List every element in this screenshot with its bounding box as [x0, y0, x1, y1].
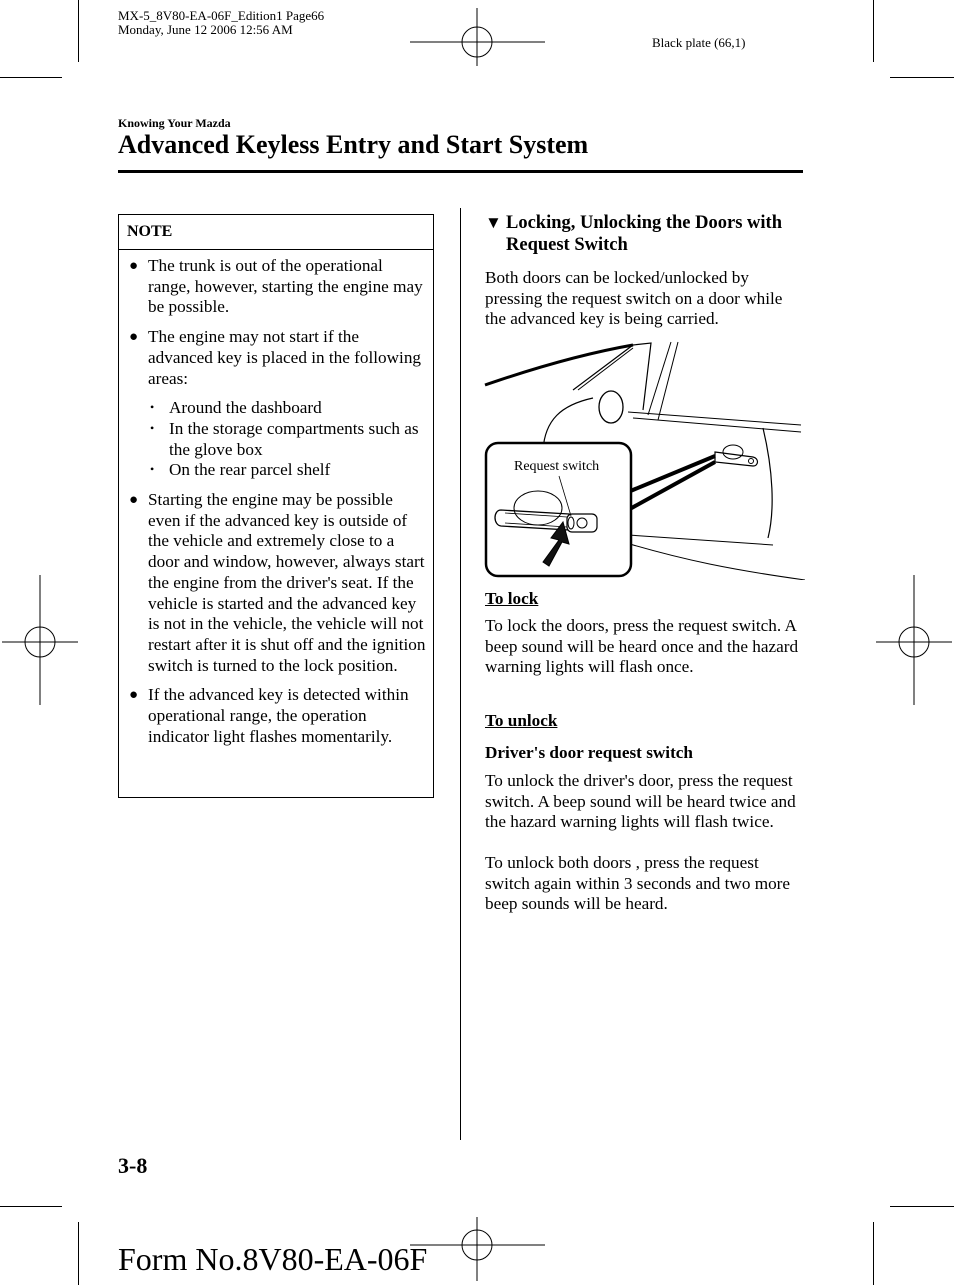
section-heading: ▼ Locking, Unlocking the Doors with Request Switch: [485, 213, 782, 255]
page-title: Advanced Keyless Entry and Start System: [118, 130, 589, 159]
registration-target-top: [410, 0, 545, 70]
intro-paragraph: Both doors can be locked/unlocked by pressing the request switch on a door while the advanced key is being carried.: [485, 268, 783, 329]
plate-label: Black plate (66,1): [652, 35, 746, 50]
lock-paragraph: To lock the doors, press the request switch. A beep sound will be heard once and the hazard warning lights will flash once.: [485, 616, 799, 677]
figure-label: Request switch: [514, 459, 600, 474]
bullet-icon: ●: [129, 258, 139, 274]
unlock-paragraph-1: To unlock the driver's door, press the request switch. A beep sound will be heard twice and the hazard warning lights will flash twice.: [485, 771, 796, 832]
bullet-icon: ●: [129, 492, 139, 509]
title-rule: [118, 170, 803, 173]
registration-target-right: [874, 575, 954, 710]
print-file-line: MX-5_8V80-EA-06F_Edition1 Page66: [118, 8, 325, 23]
note-item: ● If the advanced key is detected within operational range, the operation indicator light flashes momentarily.: [129, 685, 409, 746]
lock-heading: To lock: [485, 589, 539, 608]
bullet-icon: ●: [129, 687, 139, 704]
note-heading: NOTE: [119, 215, 433, 250]
note-item: ● The engine may not start if the advanced key is placed in the following areas: • Around the dashboard • In the storage compartments such as the glove box • On the rear parcel shelf: [127, 327, 427, 481]
note-item: ● The trunk is out of the operational range, however, starting the engine may be possible.: [129, 256, 423, 317]
form-number: Form No.8V80-EA-06F: [118, 1241, 428, 1277]
print-date-line: Monday, June 12 2006 12:56 AM: [118, 22, 293, 37]
triangle-marker-icon: ▼: [485, 213, 502, 232]
page-number: 3-8: [118, 1153, 148, 1178]
note-body: [119, 250, 433, 747]
note-item: ● Starting the engine may be possible even if the advanced key is outside of the vehicle and extremely close to a door and window, however, always start the engine from the driver's seat. If the vehicle is started and the advanced key is not in the vehicle, the vehicle will not restart after it is shut off and the ignition switch is turned to the lock position.: [129, 490, 426, 675]
sub-bullet-icon: •: [150, 400, 155, 415]
registration-target-bottom: [410, 1215, 545, 1285]
column-divider: [460, 208, 461, 1140]
note-sub-item: • In the storage compartments such as the glove box: [150, 418, 419, 459]
driver-door-heading: Driver's door request switch: [485, 743, 693, 762]
section-label: Knowing Your Mazda: [118, 116, 231, 130]
note-sub-list: [148, 398, 427, 481]
sub-bullet-icon: •: [150, 462, 155, 477]
unlock-heading: To unlock: [485, 711, 558, 730]
note-box: [118, 214, 434, 798]
unlock-paragraph-2: To unlock both doors , press the request switch again within 3 seconds and two more beep sounds will be heard.: [485, 853, 791, 914]
registration-target-left: [0, 575, 80, 710]
note-sub-item: • Around the dashboard: [150, 398, 322, 418]
bullet-icon: ●: [129, 329, 139, 346]
sub-bullet-icon: •: [150, 420, 155, 435]
note-sub-item: • On the rear parcel shelf: [150, 460, 331, 480]
